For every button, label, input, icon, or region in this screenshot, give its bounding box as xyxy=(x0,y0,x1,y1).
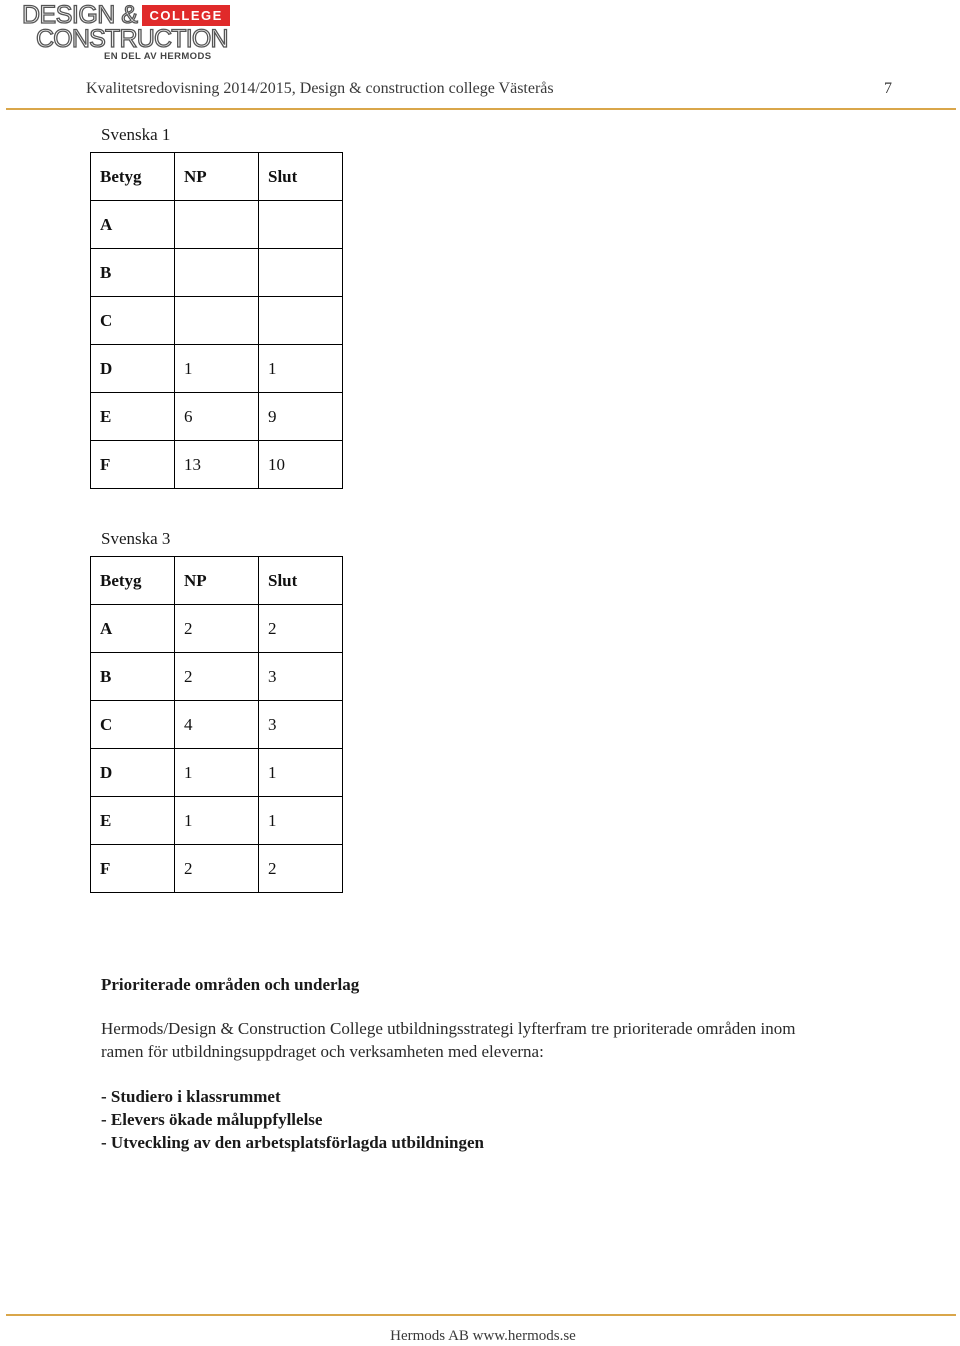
grade-cell: E xyxy=(91,393,175,441)
grade-cell: B xyxy=(91,653,175,701)
grade-cell: B xyxy=(91,249,175,297)
body-paragraph: Hermods/Design & Construction College utbildningsstrategi lyfterfram tre prioriterade områden inom ramen för utbildningsuppdraget och verksamheten med eleverna: xyxy=(101,1019,796,1061)
list-item: - Utveckling av den arbetsplatsförlagda utbildningen xyxy=(101,1133,485,1152)
final-cell: 1 xyxy=(259,749,343,797)
final-cell: 3 xyxy=(259,701,343,749)
final-cell xyxy=(259,249,343,297)
column-header: Slut xyxy=(259,153,343,201)
logo-tagline: EN DEL AV HERMODS xyxy=(104,51,212,62)
final-cell: 3 xyxy=(259,653,343,701)
final-cell: 10 xyxy=(259,441,343,489)
grades-table-svenska-3 xyxy=(90,556,343,893)
table-header-row xyxy=(91,557,343,605)
column-header: NP xyxy=(175,557,259,605)
list-item: - Studiero i klassrummet xyxy=(101,1087,281,1106)
section-heading: Prioriterade områden och underlag xyxy=(101,975,360,994)
grade-cell: C xyxy=(91,297,175,345)
college-logo xyxy=(22,2,232,62)
grade-cell: F xyxy=(91,845,175,893)
np-cell: 4 xyxy=(175,701,259,749)
table-header-row xyxy=(91,153,343,201)
np-cell: 6 xyxy=(175,393,259,441)
np-cell: 2 xyxy=(175,845,259,893)
np-cell: 1 xyxy=(175,749,259,797)
column-header: Slut xyxy=(259,557,343,605)
page-number: 7 xyxy=(884,80,892,97)
np-cell xyxy=(175,297,259,345)
table-row xyxy=(91,797,343,845)
table-row xyxy=(91,701,343,749)
header-divider xyxy=(6,108,956,110)
np-cell: 2 xyxy=(175,605,259,653)
document-header-title: Kvalitetsredovisning 2014/2015, Design & construction college Västerås xyxy=(86,80,554,97)
table-row xyxy=(91,297,343,345)
np-cell: 1 xyxy=(175,345,259,393)
column-header: Betyg xyxy=(91,153,175,201)
final-cell: 1 xyxy=(259,345,343,393)
table-row xyxy=(91,653,343,701)
grade-cell: E xyxy=(91,797,175,845)
final-cell xyxy=(259,201,343,249)
final-cell: 2 xyxy=(259,605,343,653)
grade-cell: D xyxy=(91,345,175,393)
table-row xyxy=(91,845,343,893)
grade-cell: D xyxy=(91,749,175,797)
grade-cell: A xyxy=(91,605,175,653)
logo-construction-text: CONSTRUCTION xyxy=(36,25,228,53)
grade-cell: C xyxy=(91,701,175,749)
final-cell: 9 xyxy=(259,393,343,441)
grade-cell: F xyxy=(91,441,175,489)
table-row xyxy=(91,393,343,441)
logo-design-text: DESIGN & xyxy=(22,1,138,29)
table-label-svenska-3: Svenska 3 xyxy=(101,529,171,548)
final-cell: 1 xyxy=(259,797,343,845)
table-row xyxy=(91,249,343,297)
table-row xyxy=(91,605,343,653)
np-cell xyxy=(175,249,259,297)
list-item: - Elevers ökade måluppfyllelse xyxy=(101,1110,323,1129)
logo-college-badge: COLLEGE xyxy=(142,5,229,26)
footer-text: Hermods AB www.hermods.se xyxy=(390,1328,576,1344)
final-cell xyxy=(259,297,343,345)
np-cell: 2 xyxy=(175,653,259,701)
table-label-svenska-1: Svenska 1 xyxy=(101,125,171,144)
priority-list xyxy=(101,1085,484,1154)
np-cell: 13 xyxy=(175,441,259,489)
table-row xyxy=(91,749,343,797)
np-cell xyxy=(175,201,259,249)
table-row xyxy=(91,441,343,489)
column-header: Betyg xyxy=(91,557,175,605)
table-row xyxy=(91,201,343,249)
final-cell: 2 xyxy=(259,845,343,893)
table-row xyxy=(91,345,343,393)
footer-divider xyxy=(6,1314,956,1316)
column-header: NP xyxy=(175,153,259,201)
grade-cell: A xyxy=(91,201,175,249)
np-cell: 1 xyxy=(175,797,259,845)
grades-table-svenska-1 xyxy=(90,152,343,489)
